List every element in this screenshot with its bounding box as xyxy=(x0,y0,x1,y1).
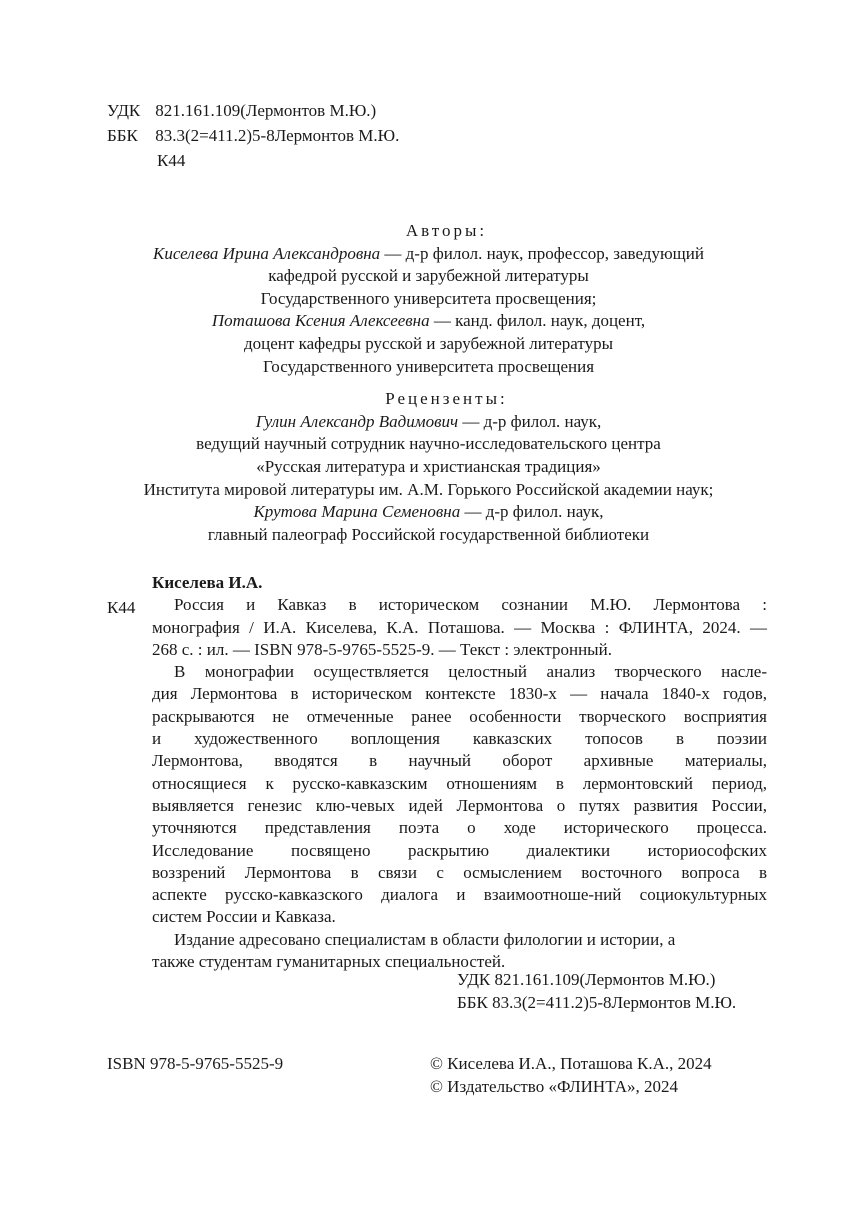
copyright-publisher: © Издательство «ФЛИНТА», 2024 xyxy=(430,1077,679,1096)
author-2-affiliation: доцент кафедры русской и зарубежной литературы xyxy=(244,333,613,353)
udk-line xyxy=(107,98,399,123)
reviewer-2-name: Крутова Марина Семеновна xyxy=(253,502,461,522)
reviewer-1-institution: Института мировой литературы им. А.М. Горького Российской академии наук; xyxy=(143,479,714,499)
author-1-name: Киселева Ирина Александровна xyxy=(153,243,381,263)
abstract-line: В монографии осуществляется целостный анализ творческого насле- xyxy=(174,662,767,682)
credits-block xyxy=(0,220,857,546)
abstract-line: выявляется генезис клю-чевых идей Лермонтова о путях развития России, xyxy=(152,795,767,815)
catalog-classification xyxy=(457,968,736,1014)
bib-line-1: Россия и Кавказ в историческом сознании М.Ю. Лермонтова : xyxy=(174,595,767,615)
catalog-udk: УДК 821.161.109(Лермонтов М.Ю.) xyxy=(457,970,716,989)
abstract-line: Исследование посвящено раскрытию диалектики историософских xyxy=(152,840,767,860)
abstract-line: воззрений Лермонтова в связи с осмыслением восточного вопроса в xyxy=(152,862,767,882)
author-1-line: Киселева Ирина Александровна — д-р филол. наук, профессор, заведующий xyxy=(153,243,704,263)
bbk-value: 83.3(2=411.2)5-8Лермонтов М.Ю. xyxy=(155,126,400,145)
abstract-line: раскрываются не отмеченные ранее особенности творческого восприятия xyxy=(152,706,767,726)
reviewer-1-line: Гулин Александр Вадимович — д-р филол. наук, xyxy=(255,411,602,431)
abstract-line: относящиеся к русско-кавказским отношениям в лермонтовский период, xyxy=(152,773,767,793)
reviewer-2-line: Крутова Марина Семеновна — д-р филол. наук, xyxy=(253,502,604,522)
copyright-authors: © Киселева И.А., Поташова К.А., 2024 xyxy=(430,1054,712,1073)
bib-line-3: 268 с. : ил. — ISBN 978-5-9765-5525-9. — Текст : электронный. xyxy=(152,639,612,659)
copyright-block xyxy=(430,1052,712,1098)
audience-line: Издание адресовано специалистам в области филологии и истории, а xyxy=(174,929,676,949)
abstract-line: Лермонтова, вводятся в научный оборот архивные материалы, xyxy=(152,751,767,771)
bbk-line xyxy=(107,123,399,148)
abstract-line: аспекте русско-кавказского диалога и взаимоотноше-ний социокультурных xyxy=(152,885,767,905)
reviewer-1-name: Гулин Александр Вадимович xyxy=(255,411,459,431)
udk-label: УДК xyxy=(107,101,141,120)
abstract-line: уточняются представления поэта о ходе исторического процесса. xyxy=(152,818,767,838)
bib-line-2: монография / И.А. Киселева, К.А. Поташова. — Москва : ФЛИНТА, 2024. — xyxy=(152,617,767,637)
catalog-card xyxy=(152,572,767,973)
audience-line: также студентам гуманитарных специальностей. xyxy=(152,952,506,972)
reviewer-2-position: главный палеограф Российской государственной библиотеки xyxy=(207,524,650,544)
udk-value: 821.161.109(Лермонтов М.Ю.) xyxy=(155,101,377,120)
author-2-institution: Государственного университета просвещения xyxy=(262,356,595,376)
catalog-bbk: ББК 83.3(2=411.2)5-8Лермонтов М.Ю. xyxy=(457,993,737,1012)
catalog-author: Киселева И.А. xyxy=(152,573,263,592)
author-1-affiliation: кафедрой русской и зарубежной литературы xyxy=(268,266,589,286)
reviewer-1-center: «Русская литература и христианская традиция» xyxy=(256,456,601,476)
reviewer-1-position: ведущий научный сотрудник научно-исследовательского центра xyxy=(196,434,661,454)
author-2-line: Поташова Ксения Алексеевна — канд. филол. наук, доцент, xyxy=(211,311,646,331)
isbn: ISBN 978-5-9765-5525-9 xyxy=(107,1054,284,1073)
author-2-name: Поташова Ксения Алексеевна xyxy=(211,311,430,331)
abstract-line: систем России и Кавказа. xyxy=(152,907,336,927)
classification-header xyxy=(107,98,399,173)
abstract-line: дия Лермонтова в историческом контексте 1830-х — начала 1840-х годов, xyxy=(152,684,767,704)
author-1-institution: Государственного университета просвещения; xyxy=(260,288,597,308)
reviewers-heading: Рецензенты: xyxy=(385,389,508,409)
abstract-line: и художественного воплощения кавказских топосов в поэзии xyxy=(152,729,767,749)
bbk-label: ББК xyxy=(107,126,138,145)
catalog-code: К44 xyxy=(107,598,136,617)
author-code: К44 xyxy=(157,151,186,170)
authors-heading: Авторы: xyxy=(405,221,488,240)
